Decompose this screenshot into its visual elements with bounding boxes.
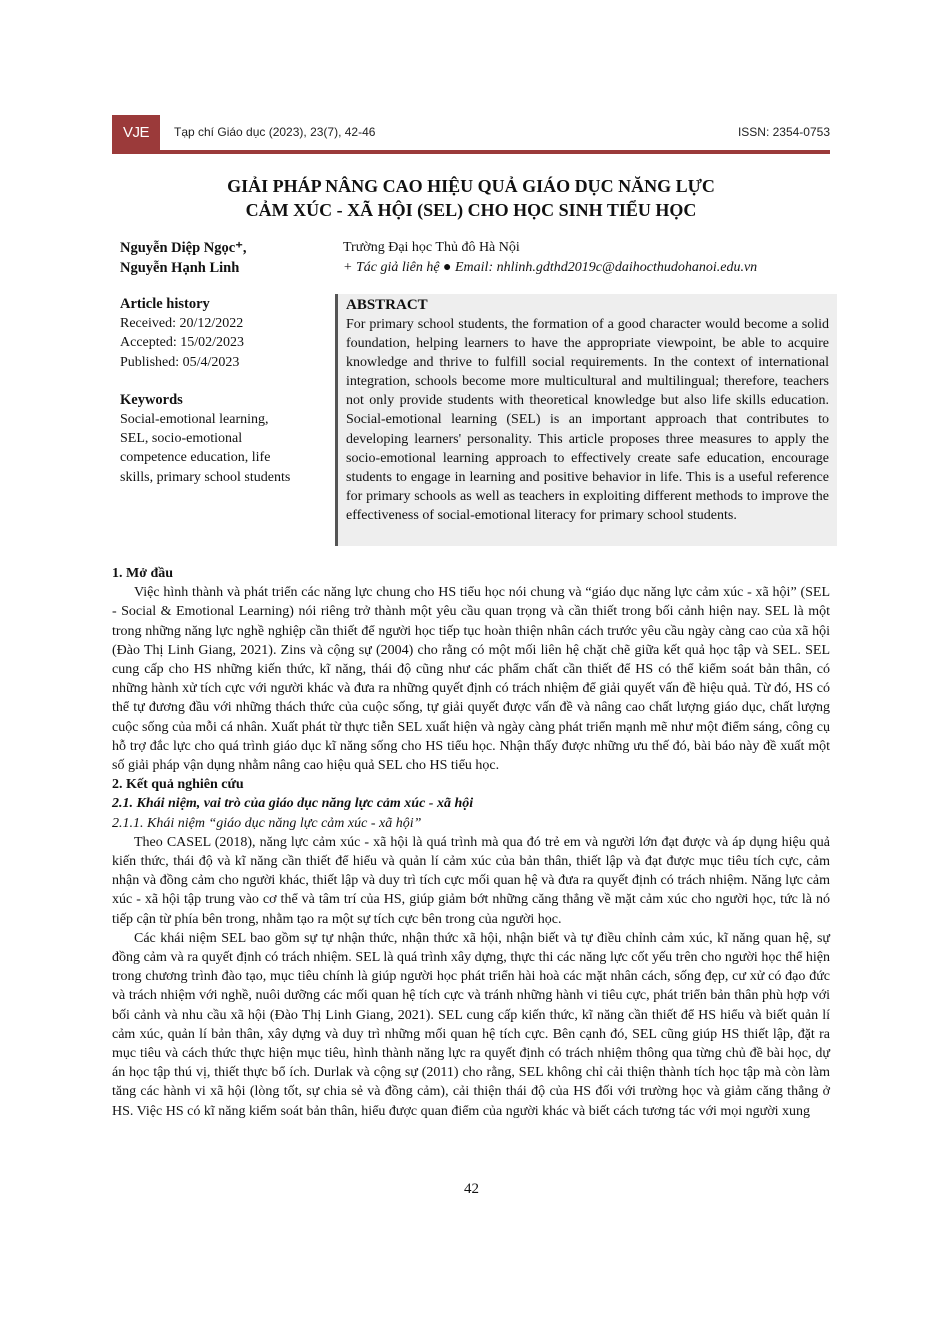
author-2: Nguyễn Hạnh Linh [120, 260, 240, 276]
body-text [112, 564, 830, 1121]
journal-reference: Tạp chí Giáo dục (2023), 23(7), 42-46 [174, 125, 376, 139]
abstract-box [335, 294, 837, 546]
abstract-text: For primary school students, the formation of a good character would become a solid foundation, helping learners to have the appropriate viewpoint, be able to acquire knowledge and thrive to fulfill social requirements. In the context of international integration, schools become more multicultural and multilingual; therefore, teachers not only provide students with theoretical knowledge but also life skills education. Social-emotional learning (SEL) is an important approach that contributes to developing learners' personality. This article proposes three measures to apply the socio-emotional learning approach to effectively create safe education, encourage students to engage in learning and positive behavior in life. This is a useful reference for primary schools as well as teachers in exploiting different methods to improve the effectiveness of social-emotional literacy for primary school students. [346, 317, 829, 523]
section-1-heading: 1. Mở đầu [112, 566, 174, 581]
paragraph: Theo CASEL (2018), năng lực cảm xúc - xã hội là quá trình mà qua đó trẻ em và người lớn đạt được và áp dụng hiệu quả kiến thức, thái độ và kĩ năng cần thiết để hiểu và quản lí cảm xúc của bản thân, thiết lập và đạt được mục tiêu tích cực, cảm nhận và đồng cảm cho người khác, thiết lập và duy trì tích cực mối quan hệ và đưa ra quyết định có trách nhiệm. Năng lực cảm xúc - xã hội tập trung vào cơ thể và tâm trí của HS, giúp giảm bớt những căng thẳng về mặt cảm xúc cho người học, tức là nó tiếp cận từ phía bên trong, nhằm tạo ra một sự tích cực bên trong của người học. [112, 834, 830, 927]
authors [120, 238, 246, 278]
issn: ISSN: 2354-0753 [737, 125, 830, 139]
paragraph: Các khái niệm SEL bao gồm sự tự nhận thức, nhận thức xã hội, nhận biết và tự điều chỉnh cảm xúc, kĩ năng quan hệ, sự đồng cảm và ra quyết định có trách nhiệm. SEL là quá trình xây dựng, thực thi các năng lực cốt yếu trên cho người học thể hiện trong chương trình đào tạo, mục tiêu chính là giúp người học phát triển hài hoà các mặt nhân cách, sống đẹp, cư xử có đạo đức và trách nhiệm với nghề, nuôi dưỡng các mối quan hệ tích cực và tránh những hành vi tiêu cực, phát triển bản thân phù hợp với bối cảnh và nhu cầu xã hội (Đào Thị Linh Giang, 2021). SEL cung cấp kiến thức, kĩ năng cần thiết để HS hiểu và biết quản lí cảm xúc, quản lí bản thân, xây dựng và duy trì những mối quan hệ tích cực. Bên cạnh đó, SEL cũng giúp HS thiết lập, đặt ra mục tiêu và cách thức thực hiện mục tiêu, hình thành năng lực ra quyết định có trách nhiệm thông qua từng chủ đề bài học, dự án học tập thú vị, thiết thực bổ ích. Durlak và cộng sự (2011) cho rằng, SEL không chỉ cải thiện thành tích học tập mà còn làm tăng các hành vi xã hội (lòng tốt, sự chia sẻ và đồng cảm), cải thiện thái độ của HS đối với trường học và giảm căng thẳng ở HS. Việc HS có kĩ năng kiểm soát bản thân, hiểu được quan điểm của người khác và biết cách tương tác với mọi người xung [112, 930, 830, 1119]
author-1: Nguyễn Diệp Ngọc⁺, [120, 240, 247, 256]
page-number: 42 [464, 1181, 479, 1197]
title-line-2: CẢM XÚC - XÃ HỘI (SEL) CHO HỌC SINH TIỂU HỌC [245, 200, 697, 220]
institution: Trường Đại học Thủ đô Hà Nội [343, 240, 520, 255]
keywords-heading: Keywords [120, 391, 183, 408]
accepted-date: Accepted: 15/02/2023 [120, 335, 245, 351]
article-info [120, 295, 300, 487]
section-2-1-1-heading: 2.1.1. Khái niệm “giáo dục năng lực cảm xúc - xã hội” [112, 815, 422, 831]
journal-header [112, 115, 830, 154]
paper-title [112, 174, 830, 222]
paragraph: Việc hình thành và phát triển các năng lực chung cho HS tiểu học nói chung và “giáo dục năng lực cảm xúc - xã hội” (SEL - Social & Emotional Learning) nói riêng trở thành một yêu cầu quan trọng và cần thiết trong bối cảnh hiện nay. SEL là một trong những năng lực nghề nghiệp cần thiết để người học tiếp tục hoàn thiện nhân cách trước yêu cầu ngày càng cao của xã hội (Đào Thị Linh Giang, 2021). Zins và cộng sự (2004) cho rằng có một mối liên hệ chặt chẽ giữa kết quả học tập và SEL. SEL cung cấp cho HS những kiến thức, kĩ năng, thái độ cũng như các phẩm chất cần thiết để HS có thể kiểm soát bản thân, có những hành xử tích cực với người khác và đưa ra những quyết định có trách nhiệm để giải quyết vấn đề hiệu quả. Từ đó, HS có thể tự đương đầu với những thách thức của cuộc sống, tự giải quyết được vấn đề và nâng cao chất lượng giáo dục, chất lượng cuộc sống của mỗi cá nhân. Xuất phát từ thực tiễn SEL xuất hiện và ngày càng phát triển mạnh mẽ như một điểm sáng, công cụ hỗ trợ đắc lực cho quá trình giáo dục kĩ năng sống cho HS tiểu học. Nhận thấy được những ưu thế đó, bài báo này đề xuất một số giải pháp vận dụng nhằm nâng cao hiệu quả SEL cho HS tiểu học. [112, 585, 830, 774]
published-date: Published: 05/4/2023 [120, 354, 240, 370]
keywords-text: Social-emotional learning, SEL, socio-emotional competence education, life skills, primary school students [120, 412, 291, 485]
affiliation [343, 238, 757, 278]
section-2-1-heading: 2.1. Khái niệm, vai trò của giáo dục năng lực cảm xúc - xã hội [112, 796, 474, 812]
title-line-1: GIẢI PHÁP NÂNG CAO HIỆU QUẢ GIÁO DỤC NĂNG LỰC [227, 176, 715, 196]
section-2-heading: 2. Kết quả nghiên cứu [112, 777, 244, 793]
received-date: Received: 20/12/2022 [120, 316, 244, 332]
article-history-heading: Article history [120, 296, 210, 312]
journal-logo: VJE [112, 115, 160, 150]
corresponding-contact: + Tác giả liên hệ ● Email: nhlinh.gdthd2019c@daihocthudohanoi.edu.vn [343, 260, 758, 275]
abstract-heading: ABSTRACT [346, 297, 428, 313]
